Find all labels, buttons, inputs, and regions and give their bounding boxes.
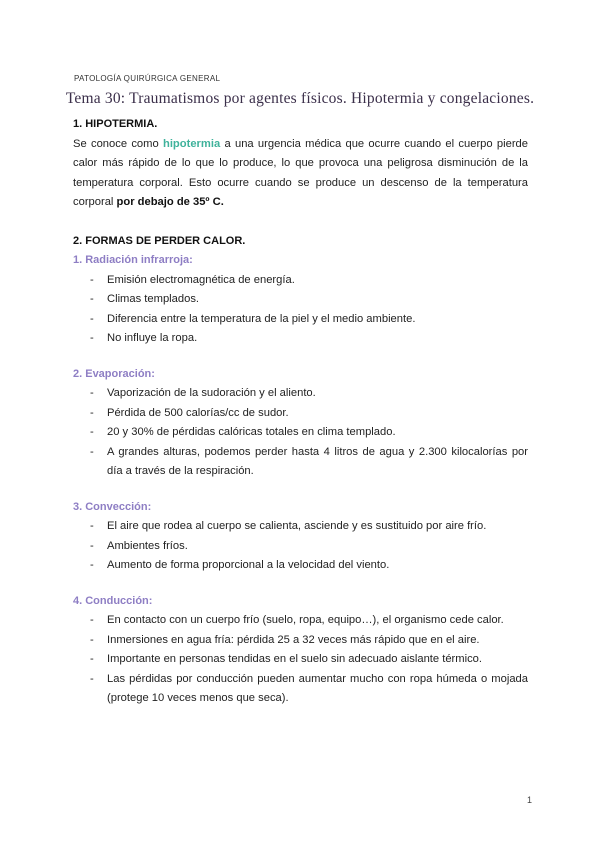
list-item: - Vaporización de la sudoración y el aliento. xyxy=(73,384,528,404)
definition-bold-end: por debajo de 35º C. xyxy=(116,196,224,208)
section-heading-formas: 2. FORMAS DE PERDER CALOR. xyxy=(73,234,246,247)
list-item: - A grandes alturas, podemos perder hasta 4 litros de agua y 2.300 kilocalorías por día a través de la respiración. xyxy=(73,443,528,482)
hipotermia-definition xyxy=(73,135,528,213)
document-title: Tema 30: Traumatismos por agentes físicos. Hipotermia y congelaciones. xyxy=(65,90,535,107)
list-item: - Aumento de forma proporcional a la velocidad del viento. xyxy=(73,556,528,576)
list-item: - Importante en personas tendidas en el suelo sin adecuado aislante térmico. xyxy=(73,650,528,670)
list-item: - El aire que rodea al cuerpo se calienta, asciende y es sustituido por aire frío. xyxy=(73,517,528,537)
list-item: - Pérdida de 500 calorías/cc de sudor. xyxy=(73,404,528,424)
document-body xyxy=(73,115,528,709)
list-item: - Inmersiones en agua fría: pérdida 25 a 32 veces más rápido que en el aire. xyxy=(73,631,528,651)
subsection-title-radiacion: 1. Radiación infrarroja: xyxy=(73,254,193,266)
list-item: - No influye la ropa. xyxy=(73,329,528,349)
running-header: PATOLOGÍA QUIRÚRGICA GENERAL xyxy=(74,74,221,83)
section-heading-hipotermia: 1. HIPOTERMIA. xyxy=(73,118,158,130)
list-item: - Las pérdidas por conducción pueden aumentar mucho con ropa húmeda o mojada (protege 10 veces menos que seca). xyxy=(73,670,528,709)
highlighted-term: hipotermia xyxy=(162,137,221,150)
list-item: - 20 y 30% de pérdidas calóricas totales en clima templado. xyxy=(73,423,528,443)
subsection-title-conduccion: 4. Conducción: xyxy=(73,594,153,607)
radiacion-list xyxy=(73,271,528,349)
subsection-title-evaporacion: 2. Evaporación: xyxy=(73,367,155,380)
page-number: 1 xyxy=(526,795,532,805)
subsection-title-conveccion: 3. Convección: xyxy=(73,500,152,513)
definition-text-start: Se conoce como xyxy=(73,137,163,150)
list-item: - En contacto con un cuerpo frío (suelo, ropa, equipo…), el organismo cede calor. xyxy=(73,611,528,631)
conduccion-list xyxy=(73,611,528,709)
list-item: - Emisión electromagnética de energía. xyxy=(73,271,528,291)
list-item: - Diferencia entre la temperatura de la piel y el medio ambiente. xyxy=(73,310,528,330)
conveccion-list xyxy=(73,517,528,576)
list-item: - Ambientes fríos. xyxy=(73,537,528,557)
evaporacion-list xyxy=(73,384,528,482)
list-item: - Climas templados. xyxy=(73,290,528,310)
definition-text-middle: a una urgencia médica que ocurre cuando el cuerpo pierde calor más rápido de lo que lo produce, lo que provoca una peligrosa disminución de la temperatura corporal. Esto ocurre cuando se produce un descenso de la temperatura corporal xyxy=(73,137,528,208)
